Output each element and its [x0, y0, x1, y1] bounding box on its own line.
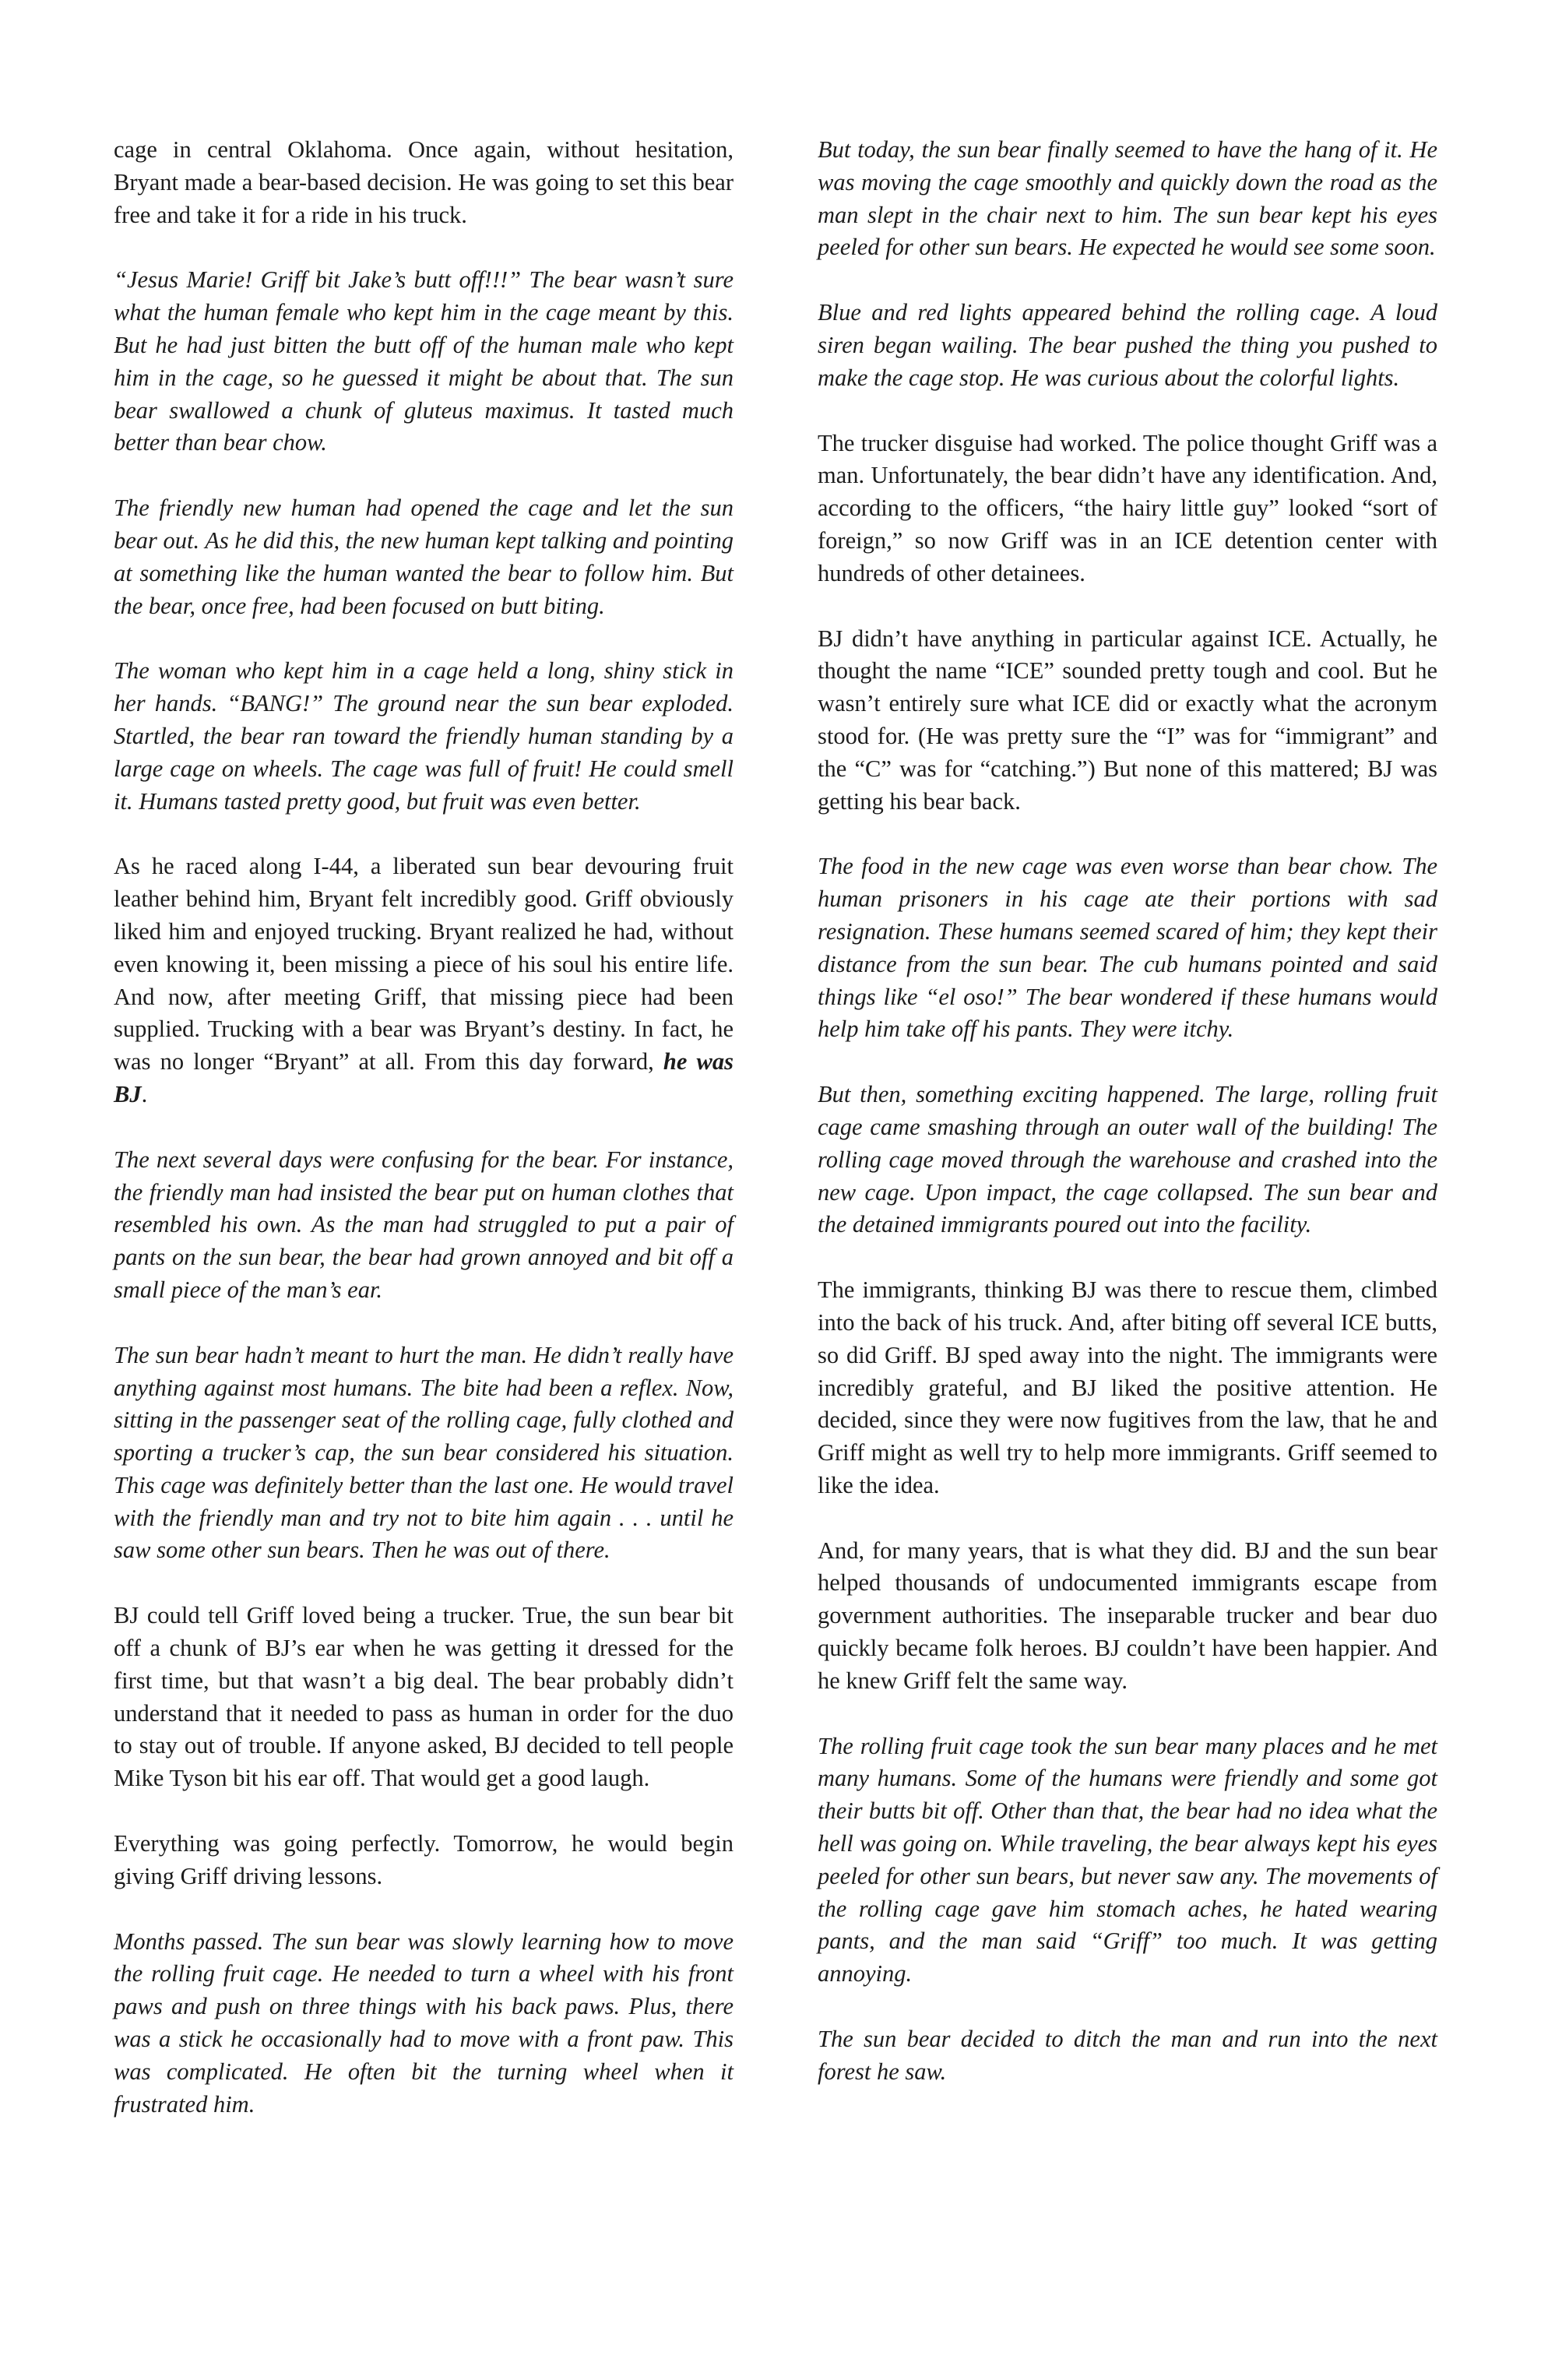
paragraph-tail: .: [141, 1080, 148, 1107]
paragraph: Months passed. The sun bear was slowly learning how to move the rolling fruit cage. He needed to turn a wheel with his front paws and push on three things with his back paws. Plus, there was a stick he occasionally had to move with a front paw. This was complicated. He often bit the turning wheel when it frustrated him.: [114, 1928, 734, 2118]
right-column: [818, 134, 1437, 2121]
paragraph: But today, the sun bear finally seemed to have the hang of it. He was moving the cage smoothly and quickly down the road as the man slept in the chair next to him. The sun bear kept his eyes peeled for other sun bears. He expected he would see some soon.: [818, 136, 1437, 261]
paragraph: BJ didn’t have anything in particular against ICE. Actually, he thought the name “ICE” sounded pretty tough and cool. But he wasn’t entirely sure what ICE did or exactly what the acronym stood for. (He was pretty sure the “I” was for “immigrant” and the “C” was for “catching.”) But none of this mattered; BJ was getting his bear back.: [818, 625, 1437, 815]
paragraph: The sun bear decided to ditch the man and run into the next forest he saw.: [818, 2026, 1437, 2085]
paragraph: The sun bear hadn’t meant to hurt the man. He didn’t really have anything against most humans. The bite had been a reflex. Now, sitting in the passenger seat of the rolling cage, fully clothed and sporting a trucker’s cap, the sun bear considered his situation. This cage was definitely better than the last one. He would travel with the friendly man and try not to bite him again . . . until he saw some other sun bears. Then he was out of there.: [114, 1341, 734, 1564]
paragraph: Everything was going perfectly. Tomorrow, he would begin giving Griff driving lessons.: [114, 1830, 734, 1889]
paragraph-text: As he raced along I-44, a liberated sun bear devouring fruit leather behind him, Bryant felt incredibly good. Griff obviously liked him and enjoyed trucking. Bryant realized he had, without even knowing it, been missing a piece of his soul his entire life. And now, after meeting Griff, that missing piece had been supplied. Trucking with a bear was Bryant’s destiny. In fact, he was no longer “Bryant” at all. From this day forward,: [114, 853, 734, 1076]
paragraph: The food in the new cage was even worse than bear chow. The human prisoners in his cage ate their portions with sad resignation. These humans seemed scared of him; they kept their distance from the sun bear. The cub humans pointed and said things like “el oso!” The bear wondered if these humans would help him take off his pants. They were itchy.: [818, 853, 1437, 1043]
paragraph: The immigrants, thinking BJ was there to rescue them, climbed into the back of his truck. And, after biting off several ICE butts, so did Griff. BJ sped away into the night. The immigrants were incredibly grateful, and BJ liked the positive attention. He decided, since they were now fugitives from the law, that he and Griff might as well try to help more immigrants. Griff seemed to like the idea.: [818, 1276, 1437, 1498]
paragraph: And, for many years, that is what they did. BJ and the sun bear helped thousands of undocumented immigrants escape from government authorities. The inseparable trucker and bear duo quickly became folk heroes. BJ couldn’t have been happier. And he knew Griff felt the same way.: [818, 1537, 1437, 1694]
paragraph: The rolling fruit cage took the sun bear many places and he met many humans. Some of the humans were friendly and some got their butts bit off. Other than that, the bear had no idea what the hell was going on. While traveling, the bear always kept his eyes peeled for other sun bears, but never saw any. The movements of the rolling cage gave him stomach aches, he hated wearing pants, and the man said “Griff” too much. It was getting annoying.: [818, 1732, 1437, 1987]
paragraph: The next several days were confusing for the bear. For instance, the friendly man had insisted the bear put on human clothes that resembled his own. As the man had struggled to put a pair of pants on the sun bear, the bear had grown annoyed and bit off a small piece of the man’s ear.: [114, 1146, 734, 1303]
paragraph: The trucker disguise had worked. The police thought Griff was a man. Unfortunately, the bear didn’t have any identification. And, according to the officers, “the hairy little guy” looked “sort of foreign,” so now Griff was in an ICE detention center with hundreds of other detainees.: [818, 429, 1437, 586]
paragraph: [114, 850, 734, 1111]
paragraph: The friendly new human had opened the cage and let the sun bear out. As he did this, the new human kept talking and pointing at something like the human wanted the bear to follow him. But the bear, once free, had been focused on butt biting.: [114, 495, 734, 619]
paragraph: The woman who kept him in a cage held a long, shiny stick in her hands. “BANG!” The ground near the sun bear exploded. Startled, the bear ran toward the friendly human standing by a large cage on wheels. The cage was full of fruit! He could smell it. Humans tasted pretty good, but fruit was even better.: [114, 657, 734, 815]
left-column: [114, 134, 734, 2153]
paragraph: “Jesus Marie! Griff bit Jake’s butt off!!!” The bear wasn’t sure what the human female who kept him in the cage meant by this. But he had just bitten the butt off of the human male who kept him in the cage, so he guessed it might be about that. The sun bear swallowed a chunk of gluteus maximus. It tasted much better than bear chow.: [114, 266, 734, 456]
paragraph: Blue and red lights appeared behind the rolling cage. A loud siren began wailing. The bear pushed the thing you pushed to make the cage stop. He was curious about the colorful lights.: [818, 299, 1437, 391]
paragraph: But then, something exciting happened. The large, rolling fruit cage came smashing through an outer wall of the building! The rolling cage moved through the warehouse and crashed into the new cage. Upon impact, the cage collapsed. The sun bear and the detained immigrants poured out into the facility.: [818, 1081, 1437, 1238]
emphasis-text: he was BJ: [114, 1048, 734, 1107]
paragraph: cage in central Oklahoma. Once again, without hesitation, Bryant made a bear-based decision. He was going to set this bear free and take it for a ride in his truck.: [114, 136, 734, 228]
paragraph: BJ could tell Griff loved being a trucker. True, the sun bear bit off a chunk of BJ’s ear when he was getting it dressed for the first time, but that wasn’t a big deal. The bear probably didn’t understand that it needed to pass as human in order for the duo to stay out of trouble. If anyone asked, BJ decided to tell people Mike Tyson bit his ear off. That would get a good laugh.: [114, 1602, 734, 1792]
